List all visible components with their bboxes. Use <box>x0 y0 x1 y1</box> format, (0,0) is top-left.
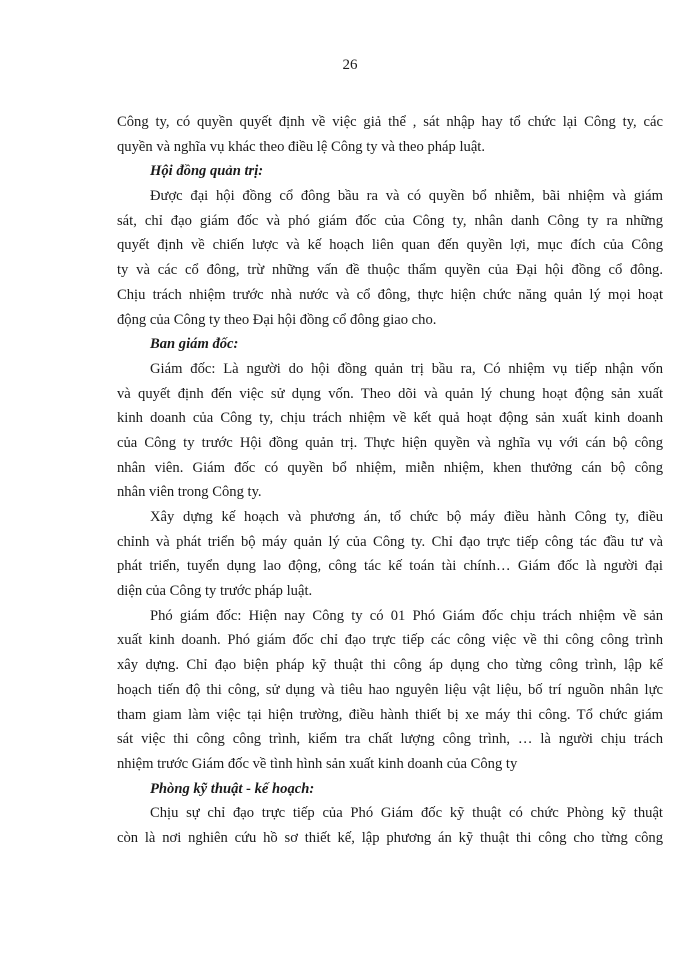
paragraph-first-line: Xây dựng kế hoạch và phương án, tổ chức bộ máy điều hành Công ty, điều <box>150 509 663 525</box>
paragraph-line: nhân viên trong Công ty. <box>117 484 262 501</box>
paragraph-line: Chịu trách nhiệm trước nhà nước và cổ đông, thực hiện chức năng quản lý mọi hoạt <box>117 286 663 303</box>
paragraph-first-line: Phó giám đốc: Hiện nay Công ty có 01 Phó Giám đốc chịu trách nhiệm về sản <box>150 607 663 624</box>
section-heading: Ban giám đốc: <box>150 336 239 353</box>
paragraph-line: hoạch tiến độ thi công, sử dụng và tiêu hao nguyên liệu vật liệu, bố trí nguồn nhân lực <box>117 681 663 698</box>
paragraph-line: tham giam làm việc tại hiện trường, điều hành thiết bị xe máy thi công. Tổ chức giám <box>117 706 663 723</box>
paragraph-line: và quyết định đến việc sử dụng vốn. Theo dõi và quản lý chung hoạt động sản xuất <box>117 385 663 402</box>
paragraph-first-line: Chịu sự chỉ đạo trực tiếp của Phó Giám đốc kỹ thuật có chức Phòng kỹ thuật <box>150 805 663 822</box>
document-body <box>117 110 663 851</box>
paragraph-line: sát việc thi công công trình, kiểm tra chất lượng công trình, … là người chịu trách <box>117 731 663 748</box>
paragraph-first-line: Giám đốc: Là người do hội đồng quản trị bầu ra, Có nhiệm vụ tiếp nhận vốn <box>150 360 663 377</box>
paragraph-line: phát triển, tuyển dụng lao động, công tác kế toán tài chính… Giám đốc là người đại <box>117 558 663 575</box>
section-heading: Phòng kỹ thuật - kế hoạch: <box>150 780 315 797</box>
paragraph-line: động của Công ty theo Đại hội đồng cổ đông giao cho. <box>117 311 437 328</box>
paragraph-line: quyết định về chiến lược và kế hoạch liên quan đến quyền lợi, mục đích của Công <box>117 237 663 254</box>
paragraph-line: xây dựng. Chỉ đạo biện pháp kỹ thuật thi công áp dụng cho từng công trình, lập kế <box>117 657 663 674</box>
paragraph-line: chỉnh và phát triển bộ máy quản lý của Công ty. Chỉ đạo trực tiếp công tác đầu tư và <box>117 533 663 550</box>
paragraph-line: của Công ty trước Hội đồng quản trị. Thực hiện quyền và nghĩa vụ với cán bộ công <box>117 434 663 451</box>
paragraph-line: kinh doanh của Công ty, chịu trách nhiệm về kết quả hoạt động sản xuất kinh doanh <box>117 410 663 427</box>
paragraph-line: ty và các cổ đông, trừ những vấn đề thuộc thẩm quyền của Đại hội đồng cổ đông. <box>117 262 663 279</box>
paragraph-line: diện của Công ty trước pháp luật. <box>117 583 313 600</box>
section-heading: Hội đồng quản trị: <box>150 163 264 180</box>
paragraph-first-line: Được đại hội đồng cổ đông bầu ra và có quyền bổ nhiễm, bãi nhiệm và giám <box>150 188 663 205</box>
paragraph-line: quyền và nghĩa vụ khác theo điều lệ Công ty và theo pháp luật. <box>117 138 485 155</box>
paragraph-line: còn là nơi nghiên cứu hồ sơ thiết kế, lập phương án kỹ thuật thi công cho từng công <box>117 829 663 846</box>
paragraph-line: nhân viên. Giám đốc có quyền bổ nhiệm, miễn nhiệm, khen thưởng cán bộ công <box>117 459 663 476</box>
paragraph-line: Công ty, có quyền quyết định về việc giả thể , sát nhập hay tổ chức lại Công ty, các <box>117 114 663 130</box>
paragraph-line: sát, chỉ đạo giám đốc và phó giám đốc của Công ty, nhân danh Công ty ra những <box>117 212 663 229</box>
paragraph-line: nhiệm trước Giám đốc về tình hình sản xuất kinh doanh của Công ty <box>117 755 518 772</box>
page-number: 26 <box>342 57 358 73</box>
paragraph-line: xuất kinh doanh. Phó giám đốc chỉ đạo trực tiếp các công việc về thi công công trình <box>117 632 663 649</box>
